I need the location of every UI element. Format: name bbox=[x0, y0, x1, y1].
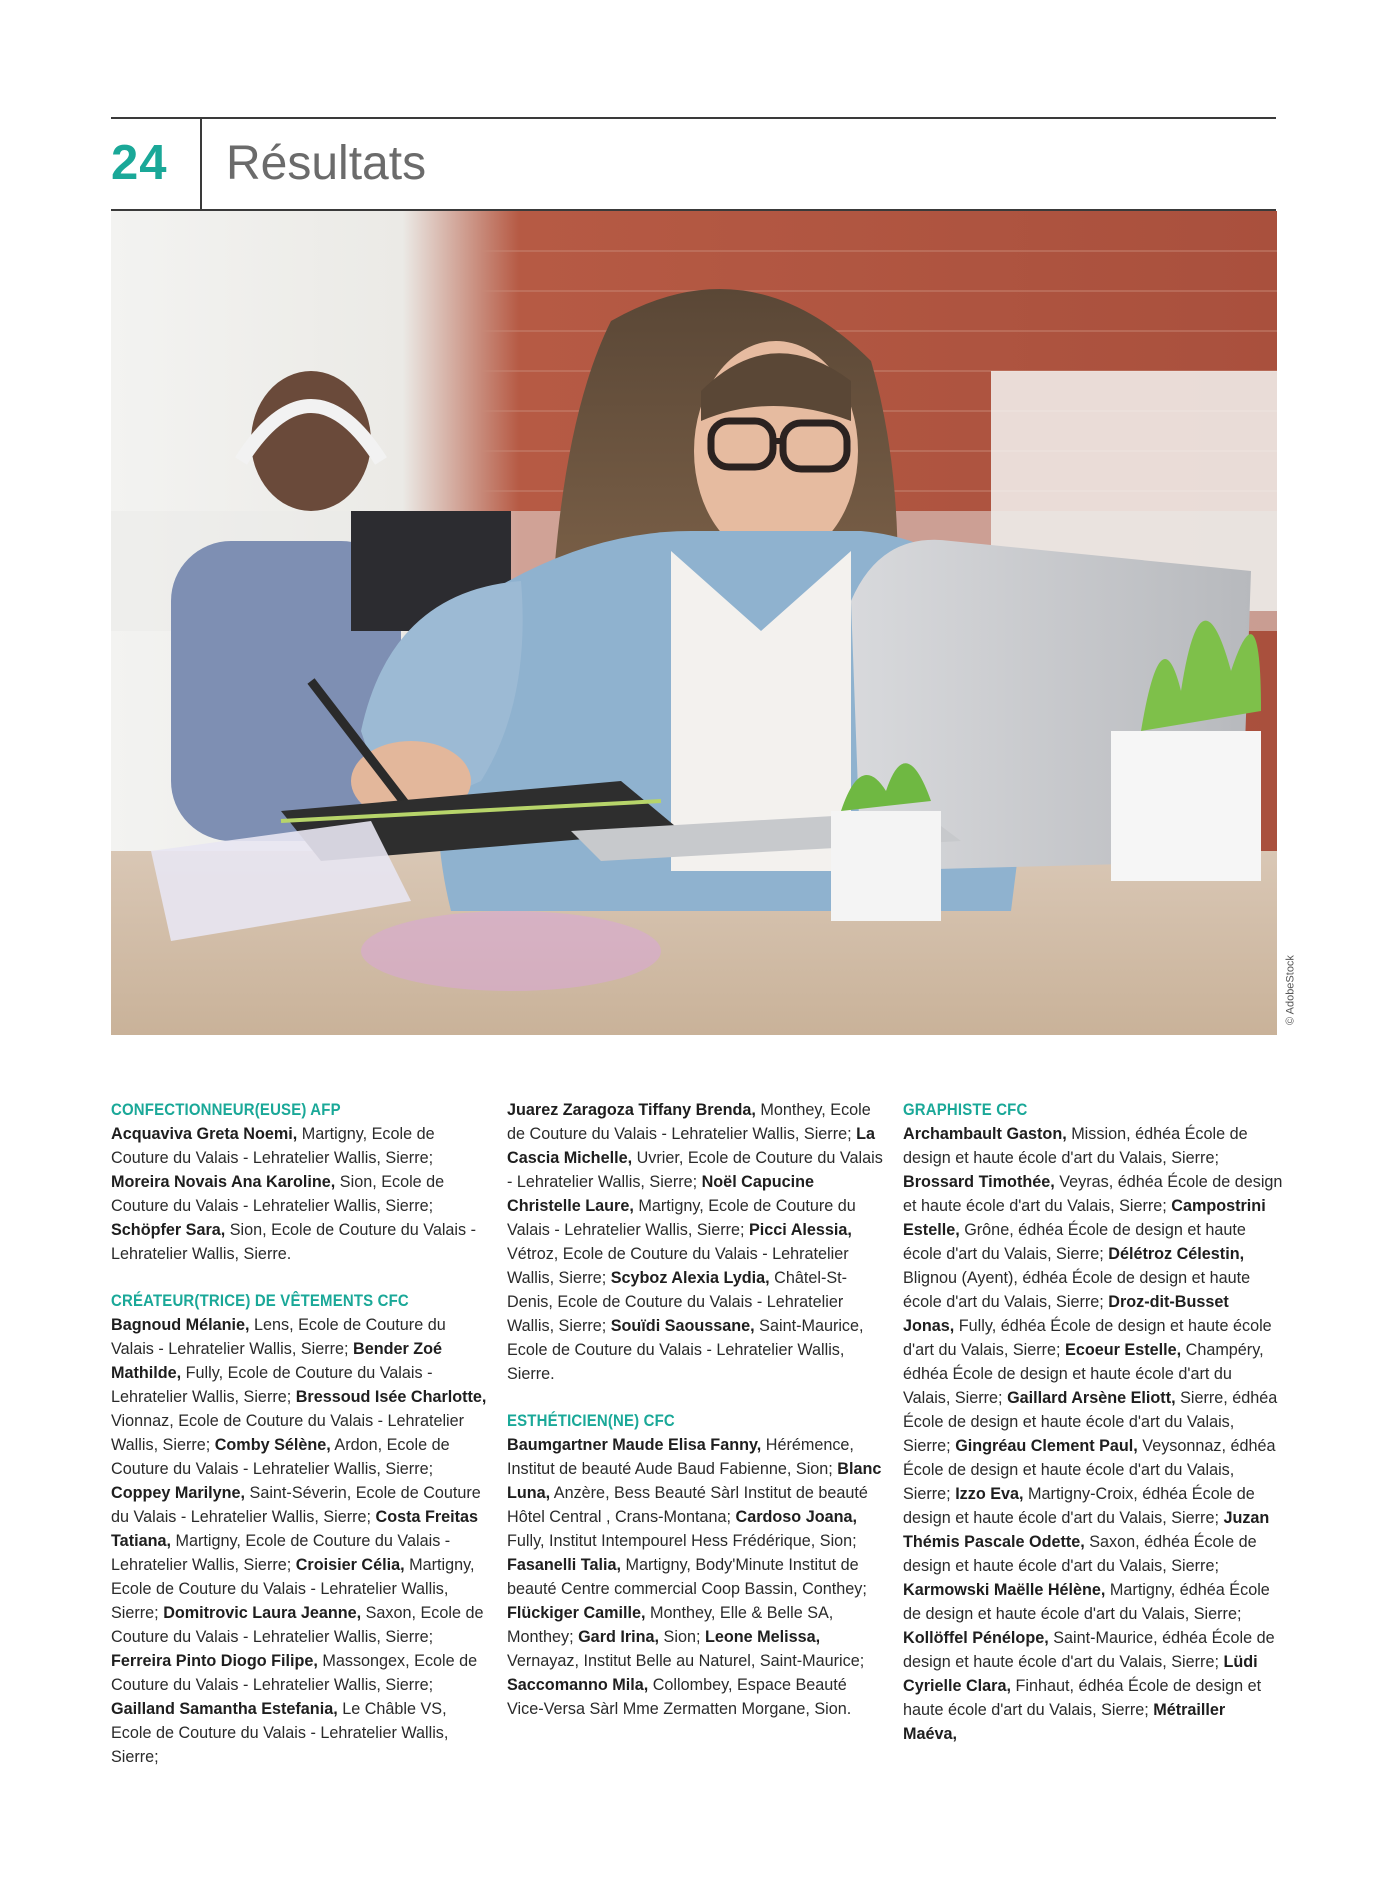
entry-list bbox=[111, 1313, 491, 1769]
photo-credit-text: © AdobeStock bbox=[1284, 955, 1297, 1025]
entry-details: Saint-Maurice, Ecole de Couture du Valais - Lehratelier Wallis, Sierre. bbox=[507, 1317, 864, 1383]
entry-details: Ardon, Ecole de Couture du Valais - Lehratelier Wallis, Sierre; bbox=[111, 1436, 450, 1478]
header-top-rule bbox=[111, 117, 1276, 119]
entry-name: Kollöffel Pénélope, bbox=[903, 1629, 1049, 1647]
photo-illustration bbox=[111, 211, 1277, 1035]
entry-name: Archambault Gaston, bbox=[903, 1125, 1067, 1143]
entry-details: Hérémence, Institut de beauté Aude Baud Fabienne, Sion; bbox=[507, 1436, 854, 1478]
entry-details: Martigny, Body'Minute Institut de beauté Centre commercial Coop Bassin, Conthey; bbox=[507, 1556, 867, 1598]
hero-photo bbox=[111, 211, 1277, 1035]
page-number: 24 bbox=[111, 136, 168, 190]
entry-details: Veyras, édhéa École de design et haute école d'art du Valais, Sierre; bbox=[903, 1173, 1283, 1215]
entry-details: Grône, édhéa École de design et haute école d'art du Valais, Sierre; bbox=[903, 1221, 1246, 1263]
entry-details: Martigny, Ecole de Couture du Valais - Lehratelier Wallis, Sierre; bbox=[111, 1556, 475, 1622]
entry-details: Le Châble VS, Ecole de Couture du Valais - Lehratelier Wallis, Sierre; bbox=[111, 1700, 449, 1766]
entry-name: Leone Melissa, bbox=[704, 1628, 821, 1646]
entry-name: Droz-dit-Busset Jonas, bbox=[903, 1293, 1229, 1335]
entry-name: Délétroz Célestin, bbox=[1108, 1245, 1245, 1263]
entry-name: Acquaviva Greta Noemi, bbox=[111, 1125, 298, 1143]
entry-name: Bender Zoé Mathilde, bbox=[111, 1340, 443, 1382]
entry-details: Sion; bbox=[659, 1628, 705, 1646]
entry-name: Picci Alessia, bbox=[749, 1221, 852, 1239]
entry-name: Costa Freitas Tatiana, bbox=[111, 1508, 479, 1550]
entry-name: Karmowski Maëlle Hélène, bbox=[903, 1581, 1106, 1599]
entry-details: Saint-Séverin, Ecole de Couture du Valais - Lehratelier Wallis, Sierre; bbox=[111, 1484, 481, 1526]
entry-details: Uvrier, Ecole de Couture du Valais - Lehratelier Wallis, Sierre; bbox=[507, 1149, 883, 1191]
entry-name: Izzo Eva, bbox=[955, 1485, 1024, 1503]
entry-details: Massongex, Ecole de Couture du Valais - Lehratelier Wallis, Sierre; bbox=[111, 1652, 478, 1694]
entry-details: Sierre, édhéa École de design et haute école d'art du Valais, Sierre; bbox=[903, 1389, 1278, 1455]
section-title: Résultats bbox=[226, 137, 427, 190]
entry-name: Scyboz Alexia Lydia, bbox=[610, 1269, 770, 1287]
entry-details: Martigny, Ecole de Couture du Valais - Lehratelier Wallis, Sierre; bbox=[507, 1197, 856, 1239]
entry-name: Domitrovic Laura Jeanne, bbox=[163, 1604, 362, 1622]
entry-name: Moreira Novais Ana Karoline, bbox=[111, 1173, 336, 1191]
entry-name: Ferreira Pinto Diogo Filipe, bbox=[111, 1652, 318, 1670]
entry-details: Lens, Ecole de Couture du Valais - Lehratelier Wallis, Sierre; bbox=[111, 1316, 446, 1358]
entry-name: Fasanelli Talia, bbox=[507, 1556, 621, 1574]
column-1 bbox=[111, 1098, 491, 1769]
entry-details: Châtel-St-Denis, Ecole de Couture du Valais - Lehratelier Wallis, Sierre; bbox=[507, 1269, 848, 1335]
section-heading: CRÉATEUR(TRICE) DE VÊTEMENTS CFC bbox=[111, 1291, 409, 1310]
header-divider bbox=[200, 118, 202, 210]
entry-name: Schöpfer Sara, bbox=[111, 1221, 226, 1239]
entry-details: Blignou (Ayent), édhéa École de design et haute école d'art du Valais, Sierre; bbox=[903, 1269, 1251, 1311]
entry-name: Bagnoud Mélanie, bbox=[111, 1316, 250, 1334]
entry-details: Vétroz, Ecole de Couture du Valais - Lehratelier Wallis, Sierre; bbox=[507, 1245, 849, 1287]
section-heading: ESTHÉTICIEN(NE) CFC bbox=[507, 1411, 675, 1430]
entry-list bbox=[507, 1098, 887, 1386]
entry-details: Champéry, édhéa École de design et haute école d'art du Valais, Sierre; bbox=[903, 1341, 1264, 1407]
entry-details: Mission, édhéa École de design et haute école d'art du Valais, Sierre; bbox=[903, 1125, 1248, 1167]
entry-name: Coppey Marilyne, bbox=[111, 1484, 246, 1502]
entry-name: Blanc Luna, bbox=[507, 1460, 882, 1502]
entry-details: Sion, Ecole de Couture du Valais - Lehratelier Wallis, Sierre. bbox=[111, 1221, 477, 1263]
entry-name: Juarez Zaragoza Tiffany Brenda, bbox=[507, 1101, 756, 1119]
column-2 bbox=[507, 1098, 887, 1721]
entry-name: Ecoeur Estelle, bbox=[1065, 1341, 1182, 1359]
entry-name: Gaillard Arsène Eliott, bbox=[1007, 1389, 1176, 1407]
entry-name: Campostrini Estelle, bbox=[903, 1197, 1266, 1239]
entry-details: Fully, Ecole de Couture du Valais - Lehratelier Wallis, Sierre; bbox=[111, 1364, 433, 1406]
entry-name: Flückiger Camille, bbox=[507, 1604, 646, 1622]
entry-list bbox=[111, 1122, 491, 1266]
section-heading: GRAPHISTE CFC bbox=[903, 1100, 1028, 1119]
entry-name: La Cascia Michelle, bbox=[507, 1125, 875, 1167]
entry-details: Veysonnaz, édhéa École de design et haute école d'art du Valais, Sierre; bbox=[903, 1437, 1276, 1503]
entry-details: Saxon, édhéa École de design et haute école d'art du Valais, Sierre; bbox=[903, 1533, 1257, 1575]
entry-name: Brossard Timothée, bbox=[903, 1173, 1055, 1191]
entry-details: Fully, Institut Intempourel Hess Frédérique, Sion; bbox=[507, 1532, 857, 1550]
entry-details: Finhaut, édhéa École de design et haute école d'art du Valais, Sierre; bbox=[903, 1677, 1262, 1719]
entry-details: Saint-Maurice, édhéa École de design et haute école d'art du Valais, Sierre; bbox=[903, 1629, 1275, 1671]
entry-details: Collombey, Espace Beauté Vice-Versa Sàrl Mme Zermatten Morgane, Sion. bbox=[507, 1676, 852, 1718]
entry-name: Souïdi Saoussane, bbox=[610, 1317, 755, 1335]
entry-details: Saxon, Ecole de Couture du Valais - Lehratelier Wallis, Sierre; bbox=[111, 1604, 484, 1646]
entry-details: Martigny-Croix, édhéa École de design et haute école d'art du Valais, Sierre; bbox=[903, 1485, 1255, 1527]
entry-details: Monthey, Elle & Belle SA, Monthey; bbox=[507, 1604, 834, 1646]
entry-name: Juzan Thémis Pascale Odette, bbox=[903, 1509, 1270, 1551]
entry-list bbox=[507, 1433, 887, 1721]
entry-details: Vernayaz, Institut Belle au Naturel, Saint-Maurice; bbox=[507, 1652, 865, 1670]
entry-name: Cardoso Joana, bbox=[735, 1508, 857, 1526]
entry-list bbox=[903, 1122, 1283, 1746]
entry-details: Monthey, Ecole de Couture du Valais - Lehratelier Wallis, Sierre; bbox=[507, 1101, 871, 1143]
entry-name: Comby Sélène, bbox=[214, 1436, 331, 1454]
entry-name: Saccomanno Mila, bbox=[507, 1676, 649, 1694]
entry-details: Vionnaz, Ecole de Couture du Valais - Lehratelier Wallis, Sierre; bbox=[111, 1412, 465, 1454]
entry-details: Fully, édhéa École de design et haute école d'art du Valais, Sierre; bbox=[903, 1317, 1272, 1359]
entry-name: Lüdi Cyrielle Clara, bbox=[903, 1653, 1258, 1695]
entry-details: Martigny, Ecole de Couture du Valais - Lehratelier Wallis, Sierre; bbox=[111, 1125, 435, 1167]
entry-name: Bressoud Isée Charlotte, bbox=[295, 1388, 487, 1406]
entry-name: Gingréau Clement Paul, bbox=[955, 1437, 1138, 1455]
column-3 bbox=[903, 1098, 1283, 1746]
entry-details: Sion, Ecole de Couture du Valais - Lehratelier Wallis, Sierre; bbox=[111, 1173, 445, 1215]
section-heading: CONFECTIONNEUR(EUSE) AFP bbox=[111, 1100, 341, 1119]
entry-details: Martigny, Ecole de Couture du Valais - Lehratelier Wallis, Sierre; bbox=[111, 1532, 451, 1574]
photo-credit bbox=[1282, 950, 1298, 1035]
entry-name: Baumgartner Maude Elisa Fanny, bbox=[507, 1436, 762, 1454]
entry-details: Martigny, édhéa École de design et haute école d'art du Valais, Sierre; bbox=[903, 1581, 1270, 1623]
entry-name: Gailland Samantha Estefania, bbox=[111, 1700, 338, 1718]
entry-name: Noël Capucine Christelle Laure, bbox=[507, 1173, 815, 1215]
entry-name: Gard Irina, bbox=[578, 1628, 660, 1646]
entry-name: Métrailler Maéva, bbox=[903, 1701, 1226, 1743]
entry-details: Anzère, Bess Beauté Sàrl Institut de beauté Hôtel Central , Crans-Montana; bbox=[507, 1484, 868, 1526]
entry-name: Croisier Célia, bbox=[295, 1556, 405, 1574]
